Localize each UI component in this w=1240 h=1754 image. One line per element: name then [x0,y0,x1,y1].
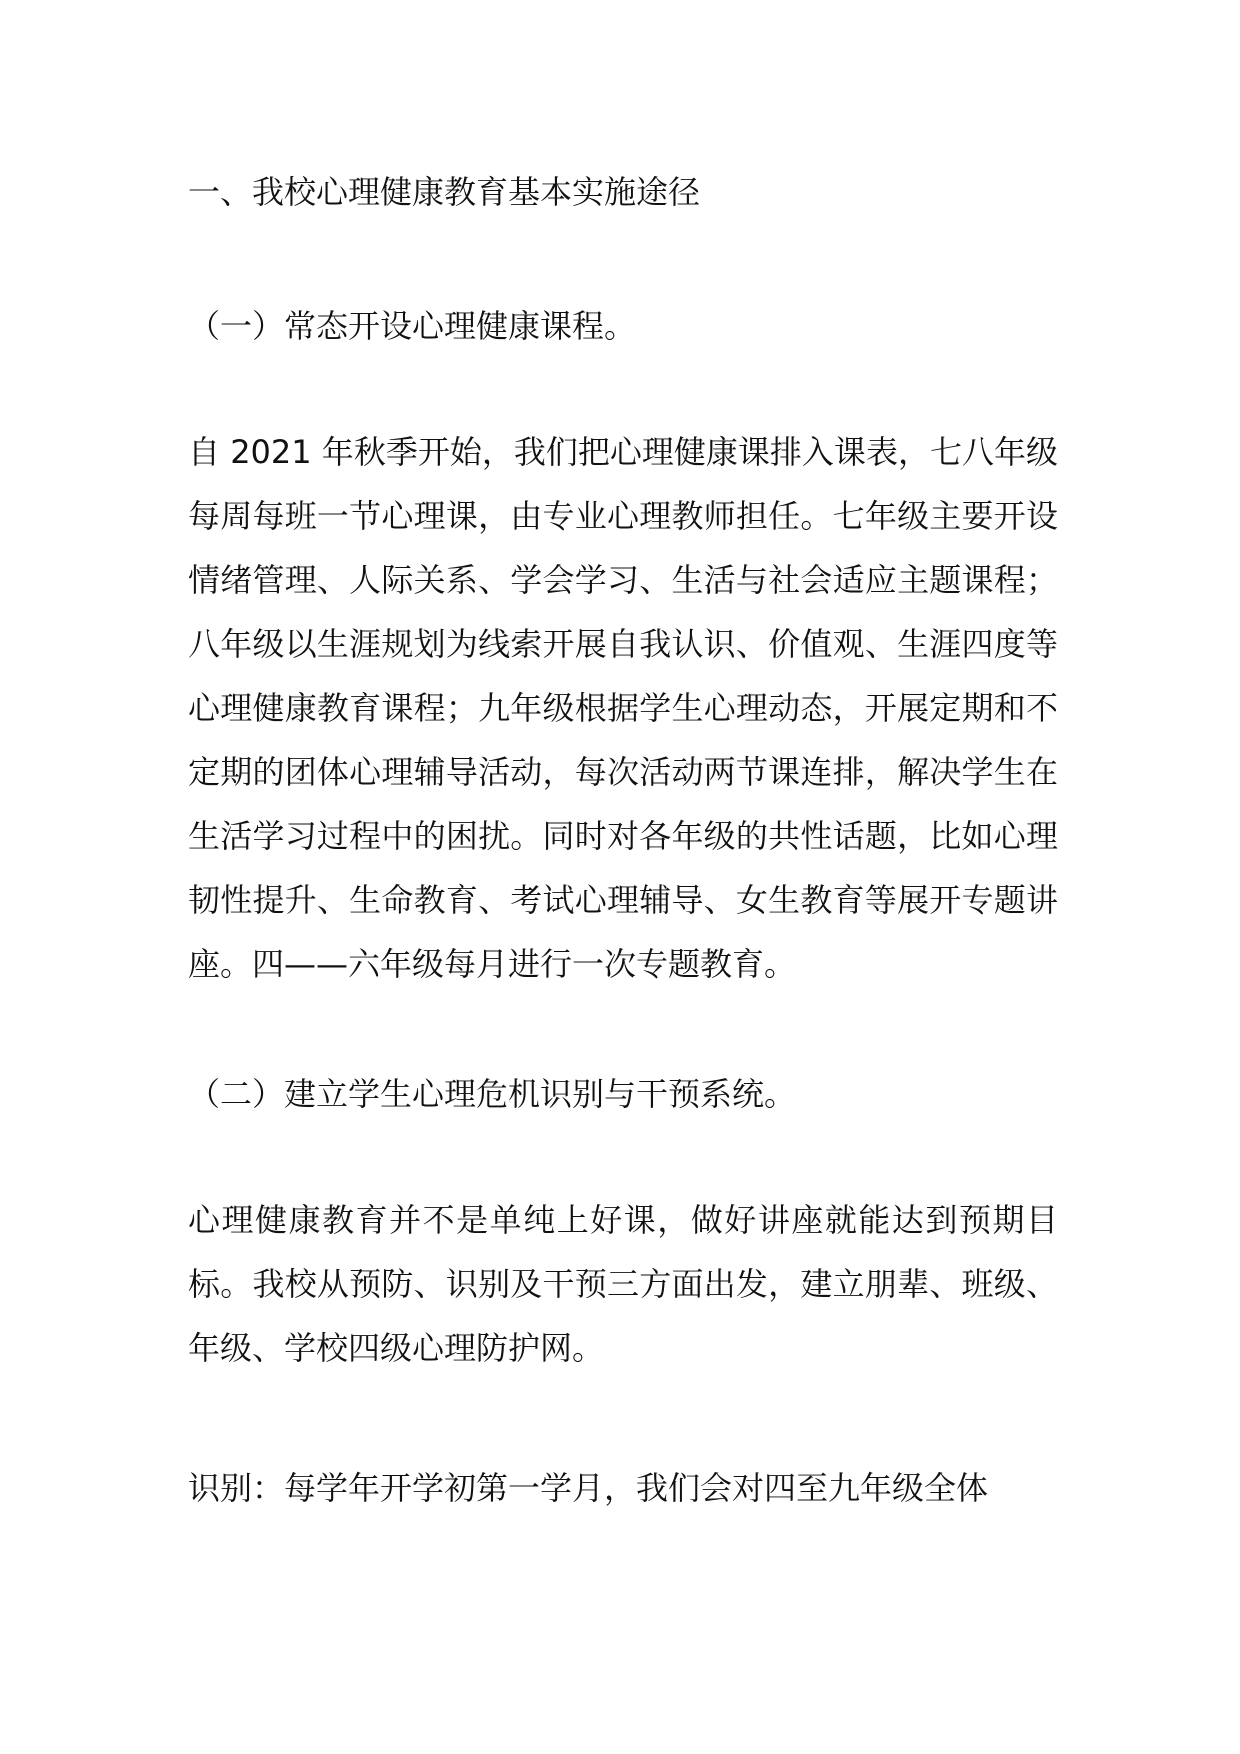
document-content [188,170,1058,1520]
section-2-title: （二）建立学生心理危机识别与干预系统。 [188,1075,797,1113]
main-heading: 一、我校心理健康教育基本实施途径 [188,173,701,211]
section-2-identify-paragraph: 识别：每学年开学初第一学月，我们会对四至九年级全体 [188,1469,989,1507]
section-1-paragraph: 自 2021 年秋季开始，我们把心理健康课排入课表，七八年级每周每班一节心理课，由专业心理教师担任。七年级主要开设情绪管理、人际关系、学会学习、生活与社会适应主题课程；八年级以生涯规划为线索开展自我认识、价值观、生涯四度等心理健康教育课程；九年级根据学生心理动态，开展定期和不定期的团体心理辅导活动，每次活动两节课连排，解决学生在生活学习过程中的困扰。同时对各年级的共性话题，比如心理韧性提升、生命教育、考试心理辅导、女生教育等展开专题讲座。四——六年级每月进行一次专题教育。 [188,433,1058,983]
section-1-title: （一）常态开设心理健康课程。 [188,307,637,345]
section-2-paragraph: 心理健康教育并不是单纯上好课，做好讲座就能达到预期目标。我校从预防、识别及干预三方面出发，建立朋辈、班级、年级、学校四级心理防护网。 [188,1201,1058,1367]
